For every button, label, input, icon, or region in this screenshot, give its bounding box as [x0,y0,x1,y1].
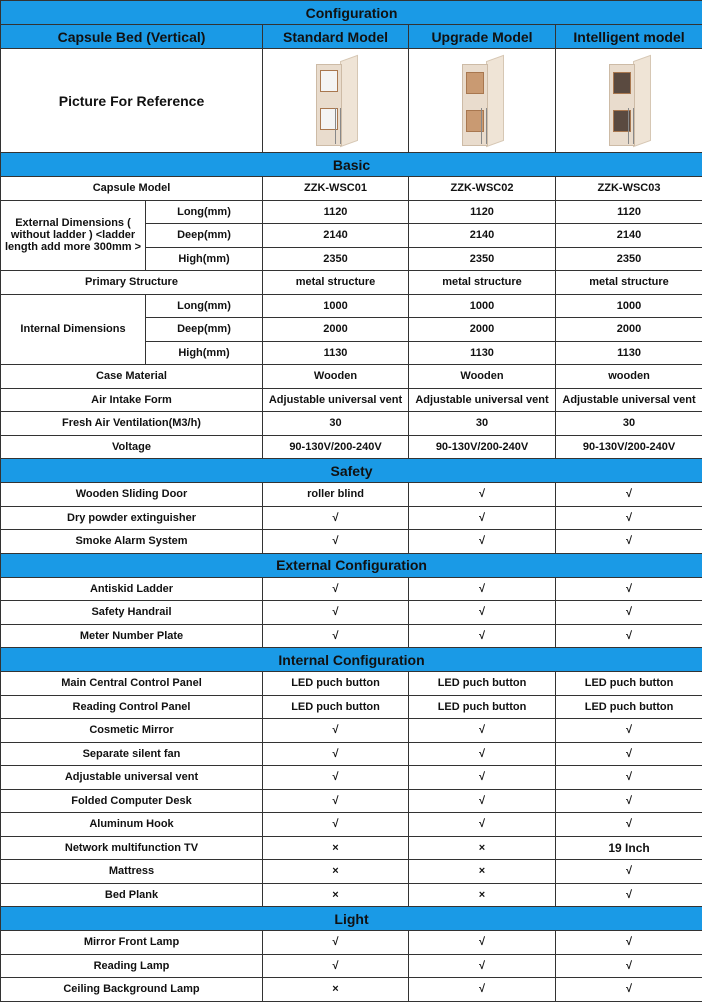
table-row [1,506,702,530]
value-cell: × [263,860,409,884]
table-row [1,412,702,436]
table-row [1,672,702,696]
value-cell: LED puch button [556,695,702,719]
value-cell: × [263,978,409,1002]
table-row [1,813,702,837]
value-cell: Wooden [409,365,556,389]
picture-row [1,49,702,153]
intelligent-model-image [556,49,702,153]
value-cell: √ [409,719,556,743]
row-label: Network multifunction TV [1,836,263,860]
sub-label: Deep(mm) [146,318,263,342]
table-row [1,294,702,318]
table-row [1,836,702,860]
value-cell: 1120 [556,200,702,224]
row-label: Meter Number Plate [1,624,263,648]
section-title: Safety [1,459,702,483]
group-label: External Dimensions ( without ladder ) <ladder length add more 300mm > [1,200,146,271]
value-cell: 2000 [263,318,409,342]
value-cell: 2000 [409,318,556,342]
table-row [1,860,702,884]
table-row [1,766,702,790]
value-cell: √ [556,483,702,507]
row-label: Mattress [1,860,263,884]
value-cell: √ [409,789,556,813]
value-cell: √ [556,954,702,978]
value-cell: √ [556,624,702,648]
row-label: Cosmetic Mirror [1,719,263,743]
value-cell: √ [556,577,702,601]
row-label: Aluminum Hook [1,813,263,837]
row-label: Folded Computer Desk [1,789,263,813]
value-cell: Adjustable universal vent [263,388,409,412]
value-cell: 90-130V/200-240V [263,435,409,459]
row-label: Separate silent fan [1,742,263,766]
value-cell: √ [556,789,702,813]
value-cell: 1120 [263,200,409,224]
sub-label: High(mm) [146,247,263,271]
value-cell: × [409,860,556,884]
table-row [1,483,702,507]
value-cell: √ [263,577,409,601]
value-cell: √ [263,742,409,766]
value-cell: metal structure [409,271,556,295]
group-label: Internal Dimensions [1,294,146,365]
value-cell: √ [263,719,409,743]
value-cell: √ [409,506,556,530]
table-row [1,200,702,224]
table-row [1,789,702,813]
table-row [1,742,702,766]
value-cell: √ [556,883,702,907]
table-row [1,177,702,201]
sub-label: Long(mm) [146,200,263,224]
section-header-row [1,459,702,483]
value-cell: √ [409,601,556,625]
value-cell: Adjustable universal vent [409,388,556,412]
row-label: Mirror Front Lamp [1,931,263,955]
sub-label: Deep(mm) [146,224,263,248]
value-cell: √ [409,954,556,978]
value-cell: √ [409,978,556,1002]
value-cell: √ [409,742,556,766]
value-cell: √ [556,766,702,790]
value-cell: 1130 [263,341,409,365]
row-label: Reading Lamp [1,954,263,978]
value-cell: √ [263,601,409,625]
row-label: Adjustable universal vent [1,766,263,790]
section-header-row [1,153,702,177]
value-cell: ZZK-WSC03 [556,177,702,201]
table-row [1,601,702,625]
value-cell: × [263,836,409,860]
value-cell: Wooden [263,365,409,389]
value-cell: LED puch button [556,672,702,696]
value-cell: Adjustable universal vent [556,388,702,412]
value-cell: √ [556,931,702,955]
row-label: Bed Plank [1,883,263,907]
row-label: Smoke Alarm System [1,530,263,554]
table-row [1,271,702,295]
table-row [1,435,702,459]
value-cell: √ [409,530,556,554]
row-label: Reading Control Panel [1,695,263,719]
value-cell: √ [409,766,556,790]
table-row [1,719,702,743]
value-cell: 1000 [556,294,702,318]
table-row [1,883,702,907]
row-label: Wooden Sliding Door [1,483,263,507]
row-label: Dry powder extinguisher [1,506,263,530]
value-cell: √ [263,931,409,955]
row-label: Main Central Control Panel [1,672,263,696]
intelligent-model-header: Intelligent model [556,25,702,49]
table-title: Configuration [1,1,702,25]
table-row [1,954,702,978]
sub-label: High(mm) [146,341,263,365]
value-cell: 1120 [409,200,556,224]
sub-label: Long(mm) [146,294,263,318]
value-cell: wooden [556,365,702,389]
row-label: Fresh Air Ventilation(M3/h) [1,412,263,436]
value-cell: 30 [263,412,409,436]
row-label: Primary Structure [1,271,263,295]
model-header-row [1,25,702,49]
section-title: External Configuration [1,553,702,577]
table-row [1,695,702,719]
upgrade-model-image [409,49,556,153]
product-type-header: Capsule Bed (Vertical) [1,25,263,49]
value-cell: × [409,883,556,907]
value-cell: √ [556,860,702,884]
standard-model-header: Standard Model [263,25,409,49]
value-cell: √ [556,601,702,625]
value-cell: 1000 [263,294,409,318]
table-row [1,530,702,554]
section-title: Basic [1,153,702,177]
value-cell: 30 [409,412,556,436]
value-cell: 90-130V/200-240V [556,435,702,459]
value-cell: √ [556,742,702,766]
value-cell: 1130 [409,341,556,365]
picture-label: Picture For Reference [1,49,263,153]
table-row [1,388,702,412]
value-cell: LED puch button [409,672,556,696]
row-label: Antiskid Ladder [1,577,263,601]
value-cell: √ [263,506,409,530]
value-cell: √ [263,813,409,837]
value-cell: 2140 [409,224,556,248]
row-label: Case Material [1,365,263,389]
value-cell: roller blind [263,483,409,507]
value-cell: 2350 [409,247,556,271]
value-cell: √ [263,530,409,554]
value-cell: 2140 [263,224,409,248]
value-cell: √ [263,954,409,978]
table-row [1,624,702,648]
value-cell: ZZK-WSC02 [409,177,556,201]
value-cell: metal structure [556,271,702,295]
value-cell: 1000 [409,294,556,318]
section-title: Internal Configuration [1,648,702,672]
value-cell: √ [409,577,556,601]
table-row [1,978,702,1002]
value-cell: LED puch button [409,695,556,719]
section-header-row [1,648,702,672]
value-cell: 2350 [263,247,409,271]
value-cell: 2140 [556,224,702,248]
value-cell: 30 [556,412,702,436]
value-cell: √ [556,506,702,530]
value-cell: √ [409,483,556,507]
value-cell: √ [263,624,409,648]
value-cell: √ [409,624,556,648]
value-cell: 90-130V/200-240V [409,435,556,459]
upgrade-model-header: Upgrade Model [409,25,556,49]
section-header-row [1,553,702,577]
value-cell: √ [409,813,556,837]
value-cell: √ [263,766,409,790]
value-cell: × [263,883,409,907]
value-cell: √ [556,978,702,1002]
row-label: Safety Handrail [1,601,263,625]
section-header-row [1,907,702,931]
value-cell: metal structure [263,271,409,295]
title-row [1,1,702,25]
row-label: Voltage [1,435,263,459]
row-label: Ceiling Background Lamp [1,978,263,1002]
row-label: Air Intake Form [1,388,263,412]
value-cell: × [409,836,556,860]
table-row [1,365,702,389]
value-cell: √ [409,931,556,955]
value-cell: √ [556,719,702,743]
value-cell: LED puch button [263,695,409,719]
value-cell: √ [556,530,702,554]
table-row [1,931,702,955]
value-cell: 1130 [556,341,702,365]
value-cell: √ [263,789,409,813]
value-cell: 2350 [556,247,702,271]
value-cell: 19 Inch [556,836,702,860]
value-cell: ZZK-WSC01 [263,177,409,201]
section-title: Light [1,907,702,931]
value-cell: LED puch button [263,672,409,696]
row-label: Capsule Model [1,177,263,201]
table-row [1,577,702,601]
value-cell: 2000 [556,318,702,342]
standard-model-image [263,49,409,153]
value-cell: √ [556,813,702,837]
